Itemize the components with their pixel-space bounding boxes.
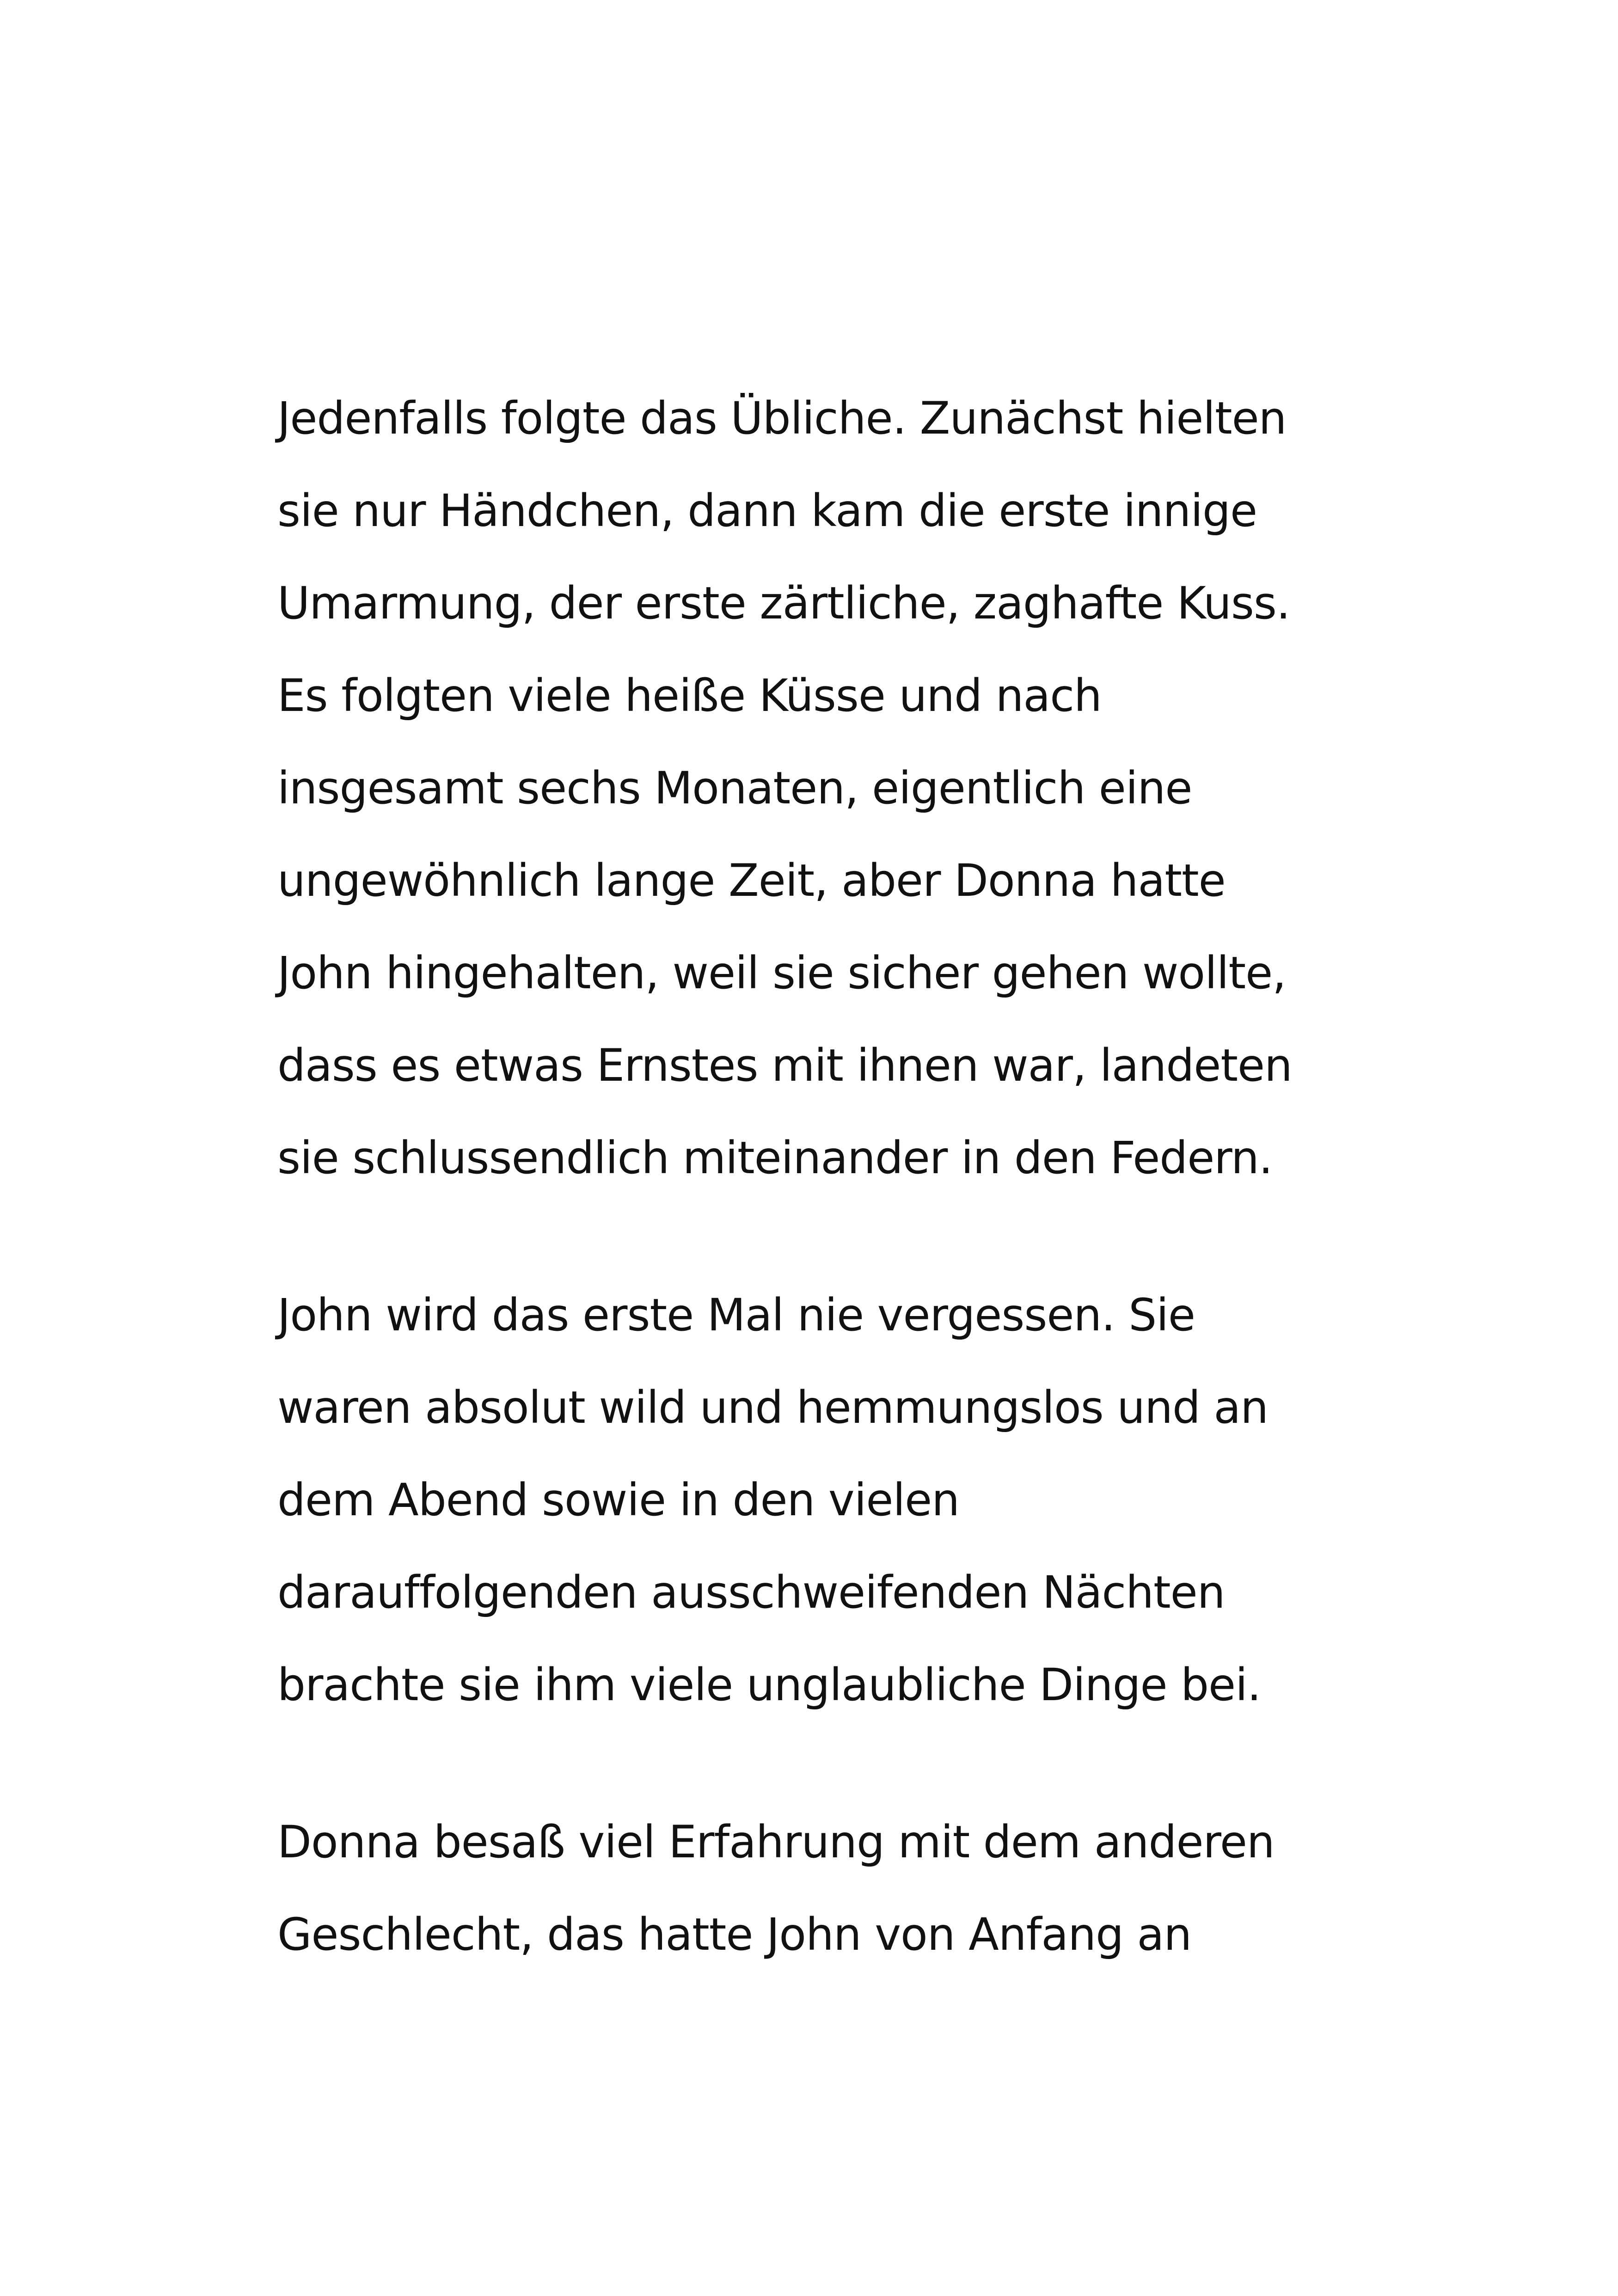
text-line: John hingehalten, weil sie sicher gehen wollte, (277, 947, 1286, 999)
text-line: brachte sie ihm viele unglaubliche Dinge bei. (277, 1659, 1261, 1711)
text-line: waren absolut wild und hemmungslos und an (277, 1382, 1269, 1433)
text-line: darauffolgenden ausschweifenden Nächten (277, 1567, 1225, 1618)
body-text (277, 372, 1387, 1981)
paragraph-3 (277, 1796, 1387, 1981)
text-line: Umarmung, der erste zärtliche, zaghafte Kuss. (277, 577, 1290, 629)
paragraph-1 (277, 372, 1387, 1204)
text-line: ungewöhnlich lange Zeit, aber Donna hatte (277, 855, 1226, 906)
paragraph-spacer (277, 1204, 1387, 1269)
paragraph-2 (277, 1269, 1387, 1731)
text-line: Es folgten viele heiße Küsse und nach (277, 670, 1102, 722)
text-line: John wird das erste Mal nie vergessen. Sie (277, 1289, 1195, 1341)
text-line: Donna besaß viel Erfahrung mit dem anderen (277, 1816, 1275, 1868)
text-line: Geschlecht, das hatte John von Anfang an (277, 1909, 1192, 1960)
text-line: insgesamt sechs Monaten, eigentlich eine (277, 762, 1192, 814)
text-line: dem Abend sowie in den vielen (277, 1474, 960, 1526)
text-line: dass es etwas Ernstes mit ihnen war, landeten (277, 1040, 1292, 1091)
text-line: Jedenfalls folgte das Übliche. Zunächst hielten (277, 392, 1287, 444)
text-line: sie schlussendlich miteinander in den Federn. (277, 1132, 1273, 1184)
paragraph-spacer (277, 1731, 1387, 1796)
text-line: sie nur Händchen, dann kam die erste innige (277, 485, 1257, 537)
